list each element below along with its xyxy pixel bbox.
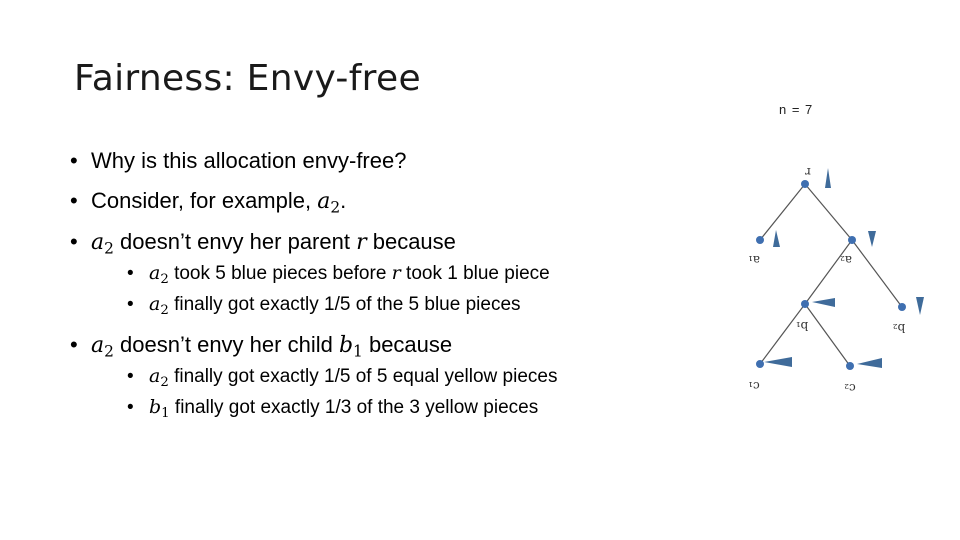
math-a2: $a_2$ <box>149 262 169 287</box>
piece-a1 <box>773 230 780 247</box>
tree-edges <box>760 184 902 366</box>
edge-b1-c2 <box>805 304 850 366</box>
bullet-text: finally got exactly 1/5 of 5 equal yellow pieces <box>168 366 558 387</box>
sub-bullet-list <box>91 361 650 423</box>
math-b1: $b_1$ <box>338 333 363 361</box>
node-b2 <box>898 303 906 311</box>
bullet-text-end: because <box>366 229 456 254</box>
math-r: r <box>356 230 367 255</box>
label-b2: b₂ <box>892 321 906 335</box>
bullet-text-end: took 1 blue piece <box>400 263 550 284</box>
bullet-text-end: because <box>362 332 453 357</box>
bullet-text: finally got exactly 1/3 of the 3 yellow pieces <box>169 397 539 418</box>
edge-a2-b1 <box>805 240 852 304</box>
node-r <box>801 180 809 188</box>
math-a2: $a_2$ <box>91 333 114 361</box>
node-a2 <box>848 236 856 244</box>
edge-a2-b2 <box>852 240 902 307</box>
bullet-list <box>70 146 650 423</box>
bullet-text: took 5 blue pieces before <box>168 263 392 284</box>
piece-c1 <box>764 357 792 367</box>
piece-b2 <box>916 297 924 315</box>
sub-bullet-list <box>91 258 650 320</box>
slide-title: Fairness: Envy-free <box>74 58 421 99</box>
piece-b1 <box>812 298 835 307</box>
bullet-a2-child <box>70 330 650 423</box>
bullet-text: Why is this allocation envy-free? <box>91 148 407 173</box>
sub-bullet-blue-before <box>91 258 650 289</box>
bullet-why-envy-free <box>70 146 650 176</box>
bullet-consider-a2 <box>70 186 650 217</box>
edge-b1-c1 <box>760 304 805 364</box>
math-b1: $b_1$ <box>149 396 170 421</box>
piece-a2 <box>868 231 876 247</box>
tree-nodes <box>756 180 906 370</box>
cake-pieces <box>764 168 924 368</box>
bullet-text: Consider, for example, <box>91 188 318 213</box>
edge-r-a1 <box>760 184 805 240</box>
math-a2: $a_2$ <box>91 230 114 258</box>
math-a2: $a_2$ <box>149 293 169 318</box>
label-b1: b₁ <box>795 319 809 333</box>
node-b1 <box>801 300 809 308</box>
node-a1 <box>756 236 764 244</box>
allocation-tree-diagram <box>700 140 940 410</box>
label-a1: a₁ <box>748 253 760 267</box>
bullet-text: finally got exactly 1/5 of the 5 blue pieces <box>168 294 521 315</box>
label-c2: c₂ <box>844 381 856 395</box>
sub-bullet-yellow-third <box>91 392 650 423</box>
bullet-text-end: . <box>340 188 347 213</box>
edge-r-a2 <box>805 184 852 240</box>
node-c2 <box>846 362 854 370</box>
label-c1: c₁ <box>748 379 760 393</box>
sub-bullet-yellow-fifth <box>91 361 650 392</box>
math-a2: $a_2$ <box>149 365 169 390</box>
bullet-text: doesn’t envy her child <box>113 332 339 357</box>
math-a2: $a_2$ <box>317 189 341 217</box>
bullet-a2-parent <box>70 227 650 320</box>
label-r: r <box>805 165 811 179</box>
node-c1 <box>756 360 764 368</box>
bullet-text: doesn’t envy her parent <box>113 229 357 254</box>
piece-c2 <box>857 358 882 368</box>
piece-r <box>825 168 831 188</box>
math-r: r <box>391 262 401 284</box>
label-a2: a₂ <box>840 253 852 267</box>
sub-bullet-blue-fifth <box>91 289 650 320</box>
n-label: n = 7 <box>779 102 814 117</box>
